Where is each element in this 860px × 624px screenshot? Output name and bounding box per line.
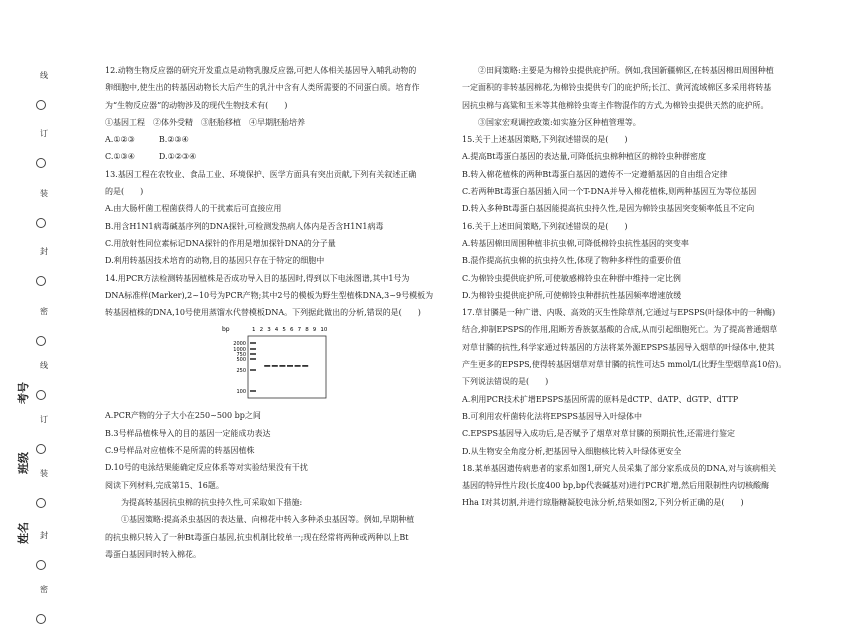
binding-hole bbox=[36, 498, 46, 508]
binding-hole bbox=[36, 218, 46, 228]
right-text-line: A.提高Bt毒蛋白基因的表达量,可降低抗虫棉种植区的棉铃虫种群密度 bbox=[462, 152, 706, 162]
right-text-line: 17.草甘膦是一种广谱、内吸、高效的灭生性除草剂,它通过与EPSPS(叶绿体中的一种酶) bbox=[462, 308, 776, 318]
marker-label: 2000 bbox=[233, 341, 246, 348]
marker-label: 100 bbox=[236, 389, 246, 396]
lane-number: 4 bbox=[274, 327, 279, 334]
right-text-line: B.可利用农杆菌转化法将EPSPS基因导入叶绿体中 bbox=[462, 411, 642, 421]
right-text-line: 16.关于上述田间策略,下列叙述错误的是( ) bbox=[462, 221, 628, 231]
marker-band bbox=[250, 370, 256, 372]
sample-band bbox=[287, 365, 293, 367]
right-text-line: 产生更多的EPSPS,使得转基因烟草对草甘膦的抗性可达5 mmol/L(比野生型烟草高10倍)。 bbox=[462, 360, 787, 370]
left-text-line: 12.动物生物反应器的研究开发重点是动物乳腺反应器,可把人体相关基因导入哺乳动物的 bbox=[105, 66, 417, 75]
binding-hole bbox=[36, 336, 46, 346]
gel-svg bbox=[220, 323, 340, 403]
binding-hole bbox=[36, 560, 46, 570]
lane-number: 9 bbox=[312, 327, 317, 334]
left-text-line: ①基因工程 ②体外受精 ③胚胎移植 ④早期胚胎培养 bbox=[105, 117, 305, 127]
left-text-line: 阅读下列材料,完成第15、16题。 bbox=[105, 480, 224, 490]
binding-hole bbox=[36, 276, 46, 286]
left-text-line: B.3号样品植株导入的目的基因一定能成功表达 bbox=[105, 428, 271, 438]
left-text-line: 为“生物反应器”的动物涉及的现代生物技术有( ) bbox=[105, 100, 288, 110]
right-text-line: B.转入棉花植株的两种Bt毒蛋白基因的遗传不一定遵循基因的自由组合定律 bbox=[462, 169, 728, 179]
right-text-line: 18.某单基因遗传病患者的家系如图1,研究人员采集了部分家系成员的DNA,对与该病相关 bbox=[462, 463, 777, 473]
marker-band bbox=[250, 349, 256, 351]
right-text-line: B.混作提高抗虫棉的抗虫持久性,体现了物种多样性的重要价值 bbox=[462, 256, 681, 266]
binding-word: 封 bbox=[40, 531, 48, 540]
left-text-line: A.PCR产物的分子大小在250~500 bp之间 bbox=[105, 411, 261, 421]
gel-electrophoresis-figure bbox=[105, 323, 450, 403]
right-text-line: C.为棉铃虫提供庇护所,可使敏感棉铃虫在种群中维持一定比例 bbox=[462, 273, 681, 283]
student-info-label: 班级 bbox=[17, 452, 30, 474]
binding-word: 订 bbox=[40, 415, 48, 424]
left-text-line: 13.基因工程在农牧业、食品工业、环境保护、医学方面具有突出贡献,下列有关叙述正确 bbox=[105, 169, 417, 179]
right-text-line: 对草甘膦的抗性,科学家通过转基因的方法将某外源EPSPS基因导入烟草的叶绿体中,使其 bbox=[462, 342, 775, 352]
marker-band bbox=[250, 391, 256, 393]
right-text-line: D.从生物安全角度分析,把基因导入细胞核比转入叶绿体更安全 bbox=[462, 446, 682, 456]
binding-hole bbox=[36, 444, 46, 454]
sample-band bbox=[302, 365, 308, 367]
right-text-line: 结合,抑制EPSPS的作用,阻断芳香族氨基酸的合成,从而引起细胞死亡。为了提高普通烟草 bbox=[462, 325, 778, 335]
binding-margin bbox=[0, 0, 60, 608]
sample-band bbox=[295, 365, 301, 367]
marker-label: 750 bbox=[236, 352, 246, 359]
binding-hole bbox=[36, 614, 46, 624]
binding-word: 密 bbox=[40, 307, 48, 316]
left-text-line: 毒蛋白基因同时转入棉花。 bbox=[105, 549, 201, 559]
sample-band bbox=[272, 365, 278, 367]
lane-number: 7 bbox=[297, 327, 302, 334]
student-info-label: 姓名 bbox=[17, 522, 30, 544]
bp-label: bp bbox=[222, 326, 230, 334]
marker-band bbox=[250, 354, 256, 356]
lane-number: 10 bbox=[320, 327, 328, 334]
left-text-line: C.①③④ D.①②③④ bbox=[105, 152, 197, 162]
right-text-line: 因抗虫棉与高粱和玉米等其他棉铃虫寄主作物混作的方式,为棉铃虫提供天然的庇护所。 bbox=[462, 100, 769, 110]
left-text-line: 转基因植株的DNA,10号使用蒸馏水代替模板DNA。下列据此做出的分析,错误的是( ) bbox=[105, 308, 421, 318]
binding-word: 密 bbox=[40, 585, 48, 594]
lane-number: 6 bbox=[290, 327, 294, 334]
right-text-line: ③国家宏观调控政策:如实施分区种植管理等。 bbox=[462, 117, 641, 127]
left-text-line: C.9号样品对应植株不是所需的转基因植株 bbox=[105, 446, 255, 456]
binding-hole bbox=[36, 100, 46, 110]
right-text-line: A.利用PCR技术扩增EPSPS基因所需的原料是dCTP、dATP、dGTP、dTTP bbox=[462, 394, 739, 404]
right-text-line: D.为棉铃虫提供庇护所,可使棉铃虫种群抗性基因频率增速放缓 bbox=[462, 290, 682, 300]
right-column bbox=[462, 62, 817, 512]
binding-word: 封 bbox=[40, 247, 48, 256]
left-text-line: ①基因策略:提高杀虫基因的表达量、向棉花中转入多种杀虫基因等。例如,早期种植 bbox=[105, 515, 415, 525]
left-text-line: C.用放射性同位素标记DNA探针的作用是增加探针DNA的分子量 bbox=[105, 238, 336, 248]
sample-band bbox=[264, 365, 270, 367]
marker-band bbox=[250, 359, 256, 361]
left-text-line: 卵细胞中,使生出的转基因动物长大后产生的乳汁中含有人类所需要的不同蛋白质。培育作 bbox=[105, 83, 420, 93]
sample-band bbox=[279, 365, 285, 367]
binding-word: 线 bbox=[40, 71, 48, 80]
binding-word: 线 bbox=[40, 361, 48, 370]
binding-word: 订 bbox=[40, 129, 48, 138]
left-text-line: 14.用PCR方法检测转基因植株是否成功导入目的基因时,得到以下电泳图谱,其中1号为 bbox=[105, 273, 410, 283]
right-text-line: 下列说法错误的是( ) bbox=[462, 377, 549, 387]
binding-hole bbox=[36, 390, 46, 400]
left-text-line: 的是( ) bbox=[105, 187, 144, 197]
right-text-line: 基因的特异性片段(长度400 bp,bp代表碱基对)进行PCR扩增,然后用限制性内切核酸酶 bbox=[462, 481, 770, 491]
left-text-line: A.①②③ B.②③④ bbox=[105, 135, 189, 145]
left-column bbox=[105, 62, 450, 563]
left-text-line: D.利用转基因技术培育的动物,目的基因只存在于特定的细胞中 bbox=[105, 256, 325, 266]
marker-label: 250 bbox=[236, 368, 246, 375]
binding-hole bbox=[36, 158, 46, 168]
left-text-line: B.用含H1N1病毒碱基序列的DNA探针,可检测发热病人体内是否含H1N1病毒 bbox=[105, 221, 384, 231]
right-text-line: D.转入多种Bt毒蛋白基因能提高抗虫持久性,是因为棉铃虫基因突变频率低且不定向 bbox=[462, 204, 755, 214]
gel-frame bbox=[248, 336, 326, 398]
lane-number: 3 bbox=[267, 327, 271, 334]
left-text-line: A.由大肠杆菌工程菌获得人的干扰素后可直接应用 bbox=[105, 204, 282, 214]
lane-number: 1 bbox=[252, 327, 256, 334]
right-text-line: 15.关于上述基因策略,下列叙述错误的是( ) bbox=[462, 135, 628, 145]
binding-word: 装 bbox=[40, 189, 48, 198]
left-text-line: DNA标准样(Marker),2~10号为PCR产物;其中2号的模板为野生型植株DNA,3~9号模板为 bbox=[105, 290, 434, 300]
student-info-label: 考号 bbox=[17, 382, 30, 404]
lane-number: 5 bbox=[282, 327, 286, 334]
marker-label: 1000 bbox=[233, 347, 246, 354]
right-text-line: 一定面积的非转基因棉花,为棉铃虫提供专门的庇护所;长江、黄河流域棉区多采用将转基 bbox=[462, 83, 772, 93]
right-text-line: C.若两种Bt毒蛋白基因插入同一个T-DNA并导入棉花植株,则两种基因互为等位基因 bbox=[462, 187, 757, 197]
right-text-line: A.转基因棉田周围种植非抗虫棉,可降低棉铃虫抗性基因的突变率 bbox=[462, 238, 689, 248]
right-text-line: ②田间策略:主要是为棉铃虫提供庇护所。例如,我国新疆棉区,在转基因棉田周围种植 bbox=[462, 66, 774, 75]
lane-number: 8 bbox=[305, 327, 309, 334]
binding-word: 装 bbox=[40, 469, 48, 478]
marker-band bbox=[250, 343, 256, 345]
right-text-line: C.EPSPS基因导入成功后,是否赋予了烟草对草甘膦的预期抗性,还需进行鉴定 bbox=[462, 429, 736, 439]
left-text-line: D.10号的电泳结果能确定反应体系等对实验结果没有干扰 bbox=[105, 463, 308, 473]
marker-label: 500 bbox=[236, 357, 246, 364]
left-text-line: 的抗虫棉只转入了一种Bt毒蛋白基因,抗虫机制比较单一;现在经常将两种或两种以上Bt bbox=[105, 532, 409, 542]
left-text-line: 为提高转基因抗虫棉的抗虫持久性,可采取如下措施: bbox=[105, 497, 303, 507]
lane-number: 2 bbox=[259, 327, 264, 334]
right-text-line: Hha Ⅰ对其切割,并进行琼脂糖凝胶电泳分析,结果如图2,下列分析正确的是( ) bbox=[462, 498, 744, 508]
